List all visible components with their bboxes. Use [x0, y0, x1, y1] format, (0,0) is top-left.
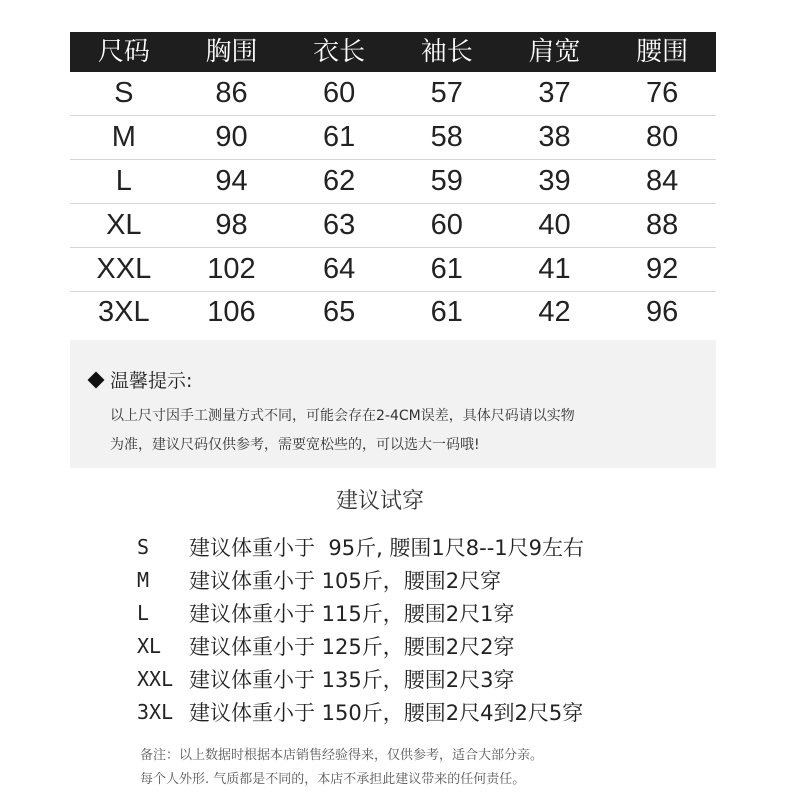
table-cell: 76 [645, 77, 679, 109]
recommendation-text: 建议体重小于 95斤, 腰围1尺8--1尺9左右 [189, 535, 585, 560]
table-row [70, 292, 716, 328]
table-row [70, 248, 716, 292]
table-cell: 90 [215, 121, 248, 153]
table-cell: 84 [645, 165, 679, 197]
header-length: 衣长 [313, 37, 366, 67]
table-cell: 98 [215, 209, 248, 241]
recommendation-row [137, 695, 584, 728]
table-cell: L [115, 165, 132, 197]
table-cell: 63 [323, 209, 356, 241]
table-cell: M [111, 121, 136, 153]
footnote-line: 备注：以上数据时根据本店销售经验得来，仅供参考，适合大部分亲。 [140, 748, 544, 763]
table-cell: 60 [430, 209, 463, 241]
table-cell: 39 [538, 165, 571, 197]
recommendation-row [137, 629, 584, 662]
table-row [70, 204, 716, 248]
table-row [70, 160, 716, 204]
table-cell: XL [106, 209, 142, 241]
table-header [70, 32, 716, 72]
recommendation-text: 建议体重小于 125斤，腰围2尺2穿 [189, 634, 515, 659]
tip-title [88, 366, 192, 393]
table-cell: 40 [538, 209, 571, 241]
footnote-line: 每个人外形. 气质都是不同的，本店不承担此建议带来的任何责任。 [140, 772, 526, 787]
recommendation-row [137, 662, 584, 695]
diamond-icon [88, 371, 105, 388]
table-row [70, 116, 716, 160]
table-cell: 88 [645, 209, 679, 241]
table-cell: 37 [538, 77, 571, 109]
table-cell: S [114, 77, 134, 109]
recommendation-row [137, 596, 584, 629]
table-cell: 102 [207, 253, 256, 285]
table-cell: 61 [430, 296, 463, 328]
table-cell: XXL [96, 253, 152, 285]
table-cell: 64 [323, 253, 356, 285]
table-cell: 41 [538, 253, 571, 285]
table-cell: 62 [323, 165, 356, 197]
recommendation-list [137, 530, 584, 728]
table-cell: 60 [323, 77, 356, 109]
recommendation-size: XL [137, 633, 162, 658]
recommendation-text: 建议体重小于 135斤，腰围2尺3穿 [189, 667, 515, 692]
header-shoulder: 肩宽 [528, 37, 581, 67]
table-cell: 3XL [98, 296, 150, 328]
recommendation-size: L [137, 600, 150, 625]
table-cell: 106 [207, 296, 256, 328]
tip-line: 以上尺寸因手工测量方式不同，可能会存在2-4CM误差，具体尺码请以实物 [110, 408, 575, 424]
recommendation-size: S [137, 534, 150, 559]
recommendation-text: 建议体重小于 150斤，腰围2尺4到2尺5穿 [189, 700, 584, 725]
table-cell: 61 [430, 253, 463, 285]
tip-title-text: 温馨提示: [110, 370, 193, 392]
table-cell: 65 [323, 296, 356, 328]
recommendation-row [137, 530, 584, 563]
header-size: 尺码 [97, 37, 150, 67]
table-cell: 86 [215, 77, 248, 109]
size-table [70, 32, 716, 328]
recommendation-text: 建议体重小于 105斤，腰围2尺穿 [189, 568, 502, 593]
header-waist: 腰围 [636, 37, 689, 67]
table-cell: 96 [645, 296, 679, 328]
header-chest: 胸围 [205, 37, 258, 67]
table-cell: 59 [430, 165, 463, 197]
table-cell: 80 [645, 121, 679, 153]
recommendation-size: XXL [137, 666, 174, 691]
table-cell: 58 [430, 121, 463, 153]
recommendation-row [137, 563, 584, 596]
recommendation-size: M [137, 567, 150, 592]
recommendation-size: 3XL [137, 699, 174, 724]
table-cell: 38 [538, 121, 571, 153]
table-cell: 42 [538, 296, 571, 328]
recommendation-text: 建议体重小于 115斤，腰围2尺1穿 [189, 601, 515, 626]
table-cell: 94 [215, 165, 248, 197]
tip-line: 为准，建议尺码仅供参考，需要宽松些的，可以选大一码哦! [110, 437, 480, 453]
table-cell: 57 [430, 77, 463, 109]
table-row [70, 72, 716, 116]
recommendation-title: 建议试穿 [335, 489, 424, 514]
tip-box [70, 340, 716, 468]
header-sleeve: 袖长 [420, 37, 473, 67]
table-cell: 92 [645, 253, 679, 285]
table-cell: 61 [323, 121, 356, 153]
